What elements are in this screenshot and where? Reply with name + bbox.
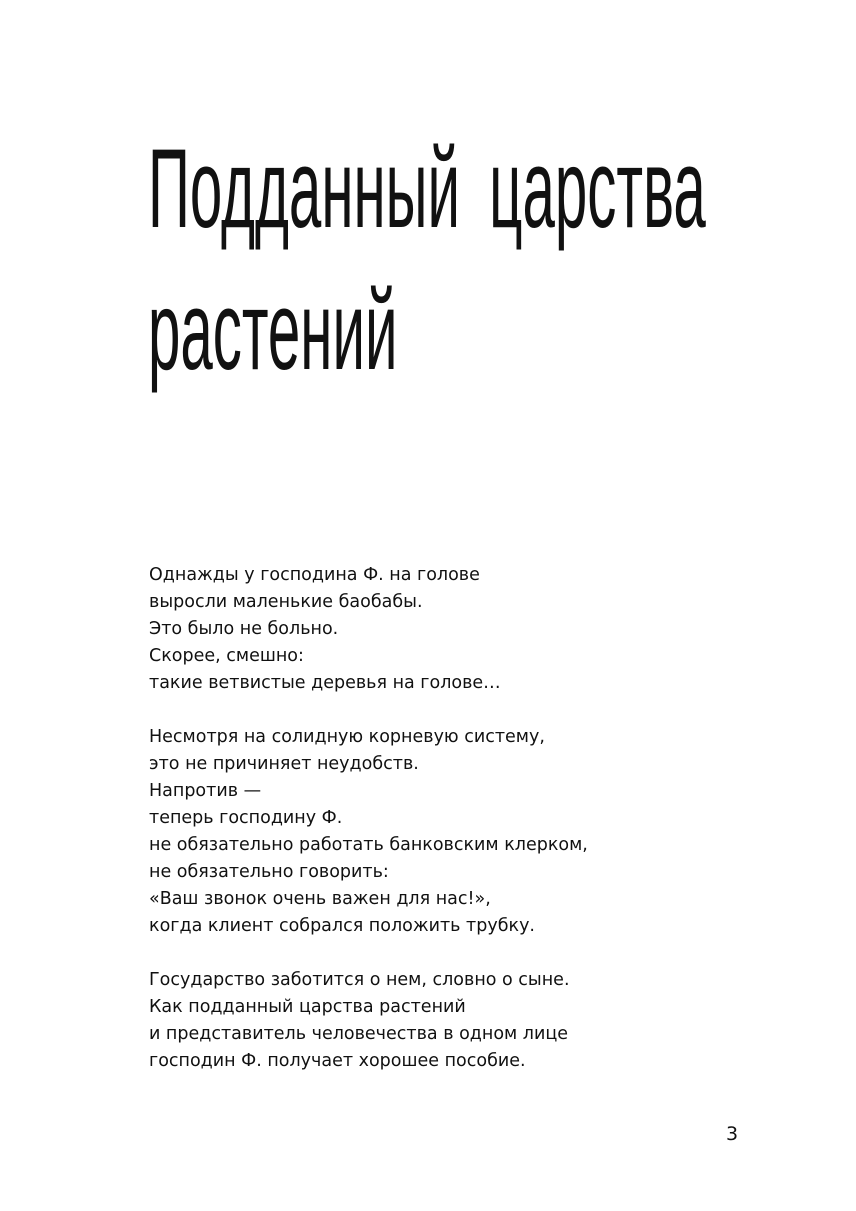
poem-line: не обязательно работать банковским клерком, — [149, 835, 588, 855]
poem-line: выросли маленькие баобабы. — [149, 592, 423, 612]
stanza-3 — [149, 967, 749, 1075]
poem-line: Несмотря на солидную корневую систему, — [149, 727, 545, 747]
title-word: Подданный — [148, 126, 461, 251]
poem-body — [149, 562, 749, 1075]
poem-line: господин Ф. получает хорошее пособие. — [149, 1051, 526, 1071]
poem-line: Государство заботится о нем, словно о сыне. — [149, 970, 570, 990]
stanza-2 — [149, 724, 749, 940]
chapter-title — [148, 118, 706, 402]
page-number: 3 — [726, 1123, 739, 1145]
title-line-2: растений — [148, 268, 398, 393]
poem-line: Скорее, смешно: — [149, 646, 304, 666]
poem-line: Это было не больно. — [149, 619, 339, 639]
title-line-1 — [148, 118, 706, 260]
title-word: царства — [489, 126, 706, 251]
poem-line: Как подданный царства растений — [149, 997, 466, 1017]
poem-line: теперь господину Ф. — [149, 808, 343, 828]
poem-line: когда клиент собрался положить трубку. — [149, 916, 535, 936]
poem-line: не обязательно говорить: — [149, 862, 389, 882]
poem-line: и представитель человечества в одном лице — [149, 1024, 569, 1044]
stanza-1 — [149, 562, 749, 697]
poem-line: Напротив — — [149, 781, 262, 801]
poem-line: такие ветвистые деревья на голове… — [149, 673, 501, 693]
poem-line: «Ваш звонок очень важен для нас!», — [149, 889, 491, 909]
poem-line: Однажды у господина Ф. на голове — [149, 565, 480, 585]
poem-line: это не причиняет неудобств. — [149, 754, 419, 774]
